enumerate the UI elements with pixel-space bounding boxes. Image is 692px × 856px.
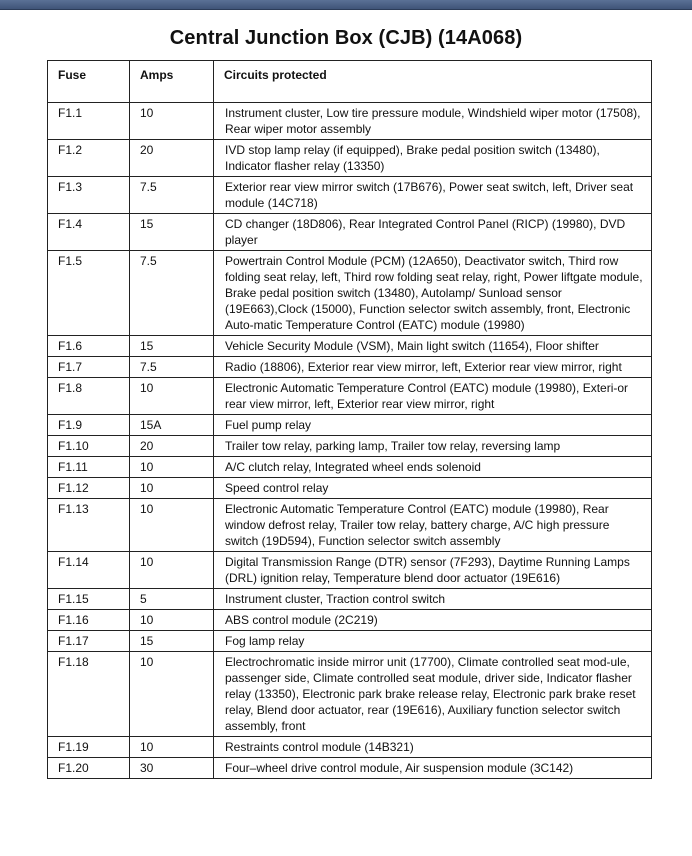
table-row xyxy=(48,357,652,378)
cell-fuse: F1.18 xyxy=(48,652,130,737)
table-row xyxy=(48,737,652,758)
cell-fuse: F1.14 xyxy=(48,552,130,589)
cell-amps: 10 xyxy=(130,552,214,589)
cell-circuits: IVD stop lamp relay (if equipped), Brake pedal position switch (13480), Indicator flasher relay (13350) xyxy=(214,140,652,177)
cell-circuits: Exterior rear view mirror switch (17B676), Power seat switch, left, Driver seat module (14C718) xyxy=(214,177,652,214)
cell-amps: 7.5 xyxy=(130,357,214,378)
cell-circuits: CD changer (18D806), Rear Integrated Control Panel (RICP) (19980), DVD player xyxy=(214,214,652,251)
table-row xyxy=(48,140,652,177)
cell-circuits: Trailer tow relay, parking lamp, Trailer tow relay, reversing lamp xyxy=(214,436,652,457)
cell-circuits: ABS control module (2C219) xyxy=(214,610,652,631)
cell-amps: 7.5 xyxy=(130,177,214,214)
cell-circuits: Restraints control module (14B321) xyxy=(214,737,652,758)
window-top-bar xyxy=(0,0,692,10)
cell-fuse: F1.15 xyxy=(48,589,130,610)
cell-amps: 15 xyxy=(130,336,214,357)
cell-circuits: Speed control relay xyxy=(214,478,652,499)
table-row xyxy=(48,652,652,737)
cell-amps: 20 xyxy=(130,140,214,177)
cell-amps: 10 xyxy=(130,499,214,552)
cell-amps: 10 xyxy=(130,652,214,737)
cell-fuse: F1.12 xyxy=(48,478,130,499)
table-row xyxy=(48,214,652,251)
table-row xyxy=(48,589,652,610)
table-row xyxy=(48,552,652,589)
cell-fuse: F1.20 xyxy=(48,758,130,779)
cell-amps: 30 xyxy=(130,758,214,779)
table-row xyxy=(48,499,652,552)
table-row xyxy=(48,436,652,457)
table-row xyxy=(48,336,652,357)
table-row xyxy=(48,251,652,336)
cell-amps: 20 xyxy=(130,436,214,457)
table-row xyxy=(48,610,652,631)
table-row xyxy=(48,378,652,415)
column-header-amps: Amps xyxy=(130,61,214,103)
cell-fuse: F1.17 xyxy=(48,631,130,652)
cell-circuits: Electronic Automatic Temperature Control (EATC) module (19980), Rear window defrost relay, Trailer tow relay, battery charge, A/C high pressure switch (19D594), Function selector switch assembly xyxy=(214,499,652,552)
cell-fuse: F1.11 xyxy=(48,457,130,478)
cell-amps: 15 xyxy=(130,631,214,652)
cell-fuse: F1.5 xyxy=(48,251,130,336)
cell-fuse: F1.9 xyxy=(48,415,130,436)
cell-fuse: F1.7 xyxy=(48,357,130,378)
cell-amps: 15A xyxy=(130,415,214,436)
cell-circuits: Four–wheel drive control module, Air suspension module (3C142) xyxy=(214,758,652,779)
cell-circuits: A/C clutch relay, Integrated wheel ends solenoid xyxy=(214,457,652,478)
cell-amps: 10 xyxy=(130,478,214,499)
table-row xyxy=(48,177,652,214)
column-header-circuits: Circuits protected xyxy=(214,61,652,103)
cell-circuits: Instrument cluster, Traction control switch xyxy=(214,589,652,610)
column-header-fuse: Fuse xyxy=(48,61,130,103)
cell-amps: 5 xyxy=(130,589,214,610)
table-row xyxy=(48,631,652,652)
cell-circuits: Electrochromatic inside mirror unit (17700), Climate controlled seat mod-ule, passenger side, Climate controlled seat module, driver side, Indicator flasher relay (13350), Electronic park brake release relay, Electronic park brake reset relay, Blend door actuator, rear (19E616), Auxiliary function selector switch assembly, front xyxy=(214,652,652,737)
cell-circuits: Electronic Automatic Temperature Control (EATC) module (19980), Exteri-or rear view mirror, left, Exterior rear view mirror, right xyxy=(214,378,652,415)
cell-circuits: Vehicle Security Module (VSM), Main light switch (11654), Floor shifter xyxy=(214,336,652,357)
cell-amps: 10 xyxy=(130,103,214,140)
cell-circuits: Powertrain Control Module (PCM) (12A650), Deactivator switch, Third row folding seat relay, left, Third row folding seat relay, right, Power liftgate module, Brake pedal position switch (13480), Autolamp/ Sunload sensor (19E663),Clock (15000), Function selector switch assembly, front, Electronic Auto-matic Temperature Control (EATC) module (19980) xyxy=(214,251,652,336)
cell-amps: 7.5 xyxy=(130,251,214,336)
table-header-row xyxy=(48,61,652,103)
table-row xyxy=(48,478,652,499)
table-row xyxy=(48,103,652,140)
cell-amps: 10 xyxy=(130,457,214,478)
cell-fuse: F1.16 xyxy=(48,610,130,631)
cell-amps: 15 xyxy=(130,214,214,251)
cell-fuse: F1.13 xyxy=(48,499,130,552)
cell-amps: 10 xyxy=(130,378,214,415)
cell-circuits: Fuel pump relay xyxy=(214,415,652,436)
cell-fuse: F1.1 xyxy=(48,103,130,140)
cell-fuse: F1.6 xyxy=(48,336,130,357)
cell-amps: 10 xyxy=(130,737,214,758)
table-row xyxy=(48,457,652,478)
cell-fuse: F1.4 xyxy=(48,214,130,251)
cell-amps: 10 xyxy=(130,610,214,631)
cell-fuse: F1.8 xyxy=(48,378,130,415)
cell-circuits: Digital Transmission Range (DTR) sensor (7F293), Daytime Running Lamps (DRL) ignition relay, Temperature blend door actuator (19E616) xyxy=(214,552,652,589)
cell-fuse: F1.3 xyxy=(48,177,130,214)
cell-fuse: F1.2 xyxy=(48,140,130,177)
page-title: Central Junction Box (CJB) (14A068) xyxy=(169,27,523,49)
cell-circuits: Instrument cluster, Low tire pressure module, Windshield wiper motor (17508), Rear wiper motor assembly xyxy=(214,103,652,140)
table-row xyxy=(48,415,652,436)
table-row xyxy=(48,758,652,779)
fuse-table xyxy=(47,60,652,779)
cell-circuits: Radio (18806), Exterior rear view mirror, left, Exterior rear view mirror, right xyxy=(214,357,652,378)
cell-circuits: Fog lamp relay xyxy=(214,631,652,652)
cell-fuse: F1.19 xyxy=(48,737,130,758)
cell-fuse: F1.10 xyxy=(48,436,130,457)
